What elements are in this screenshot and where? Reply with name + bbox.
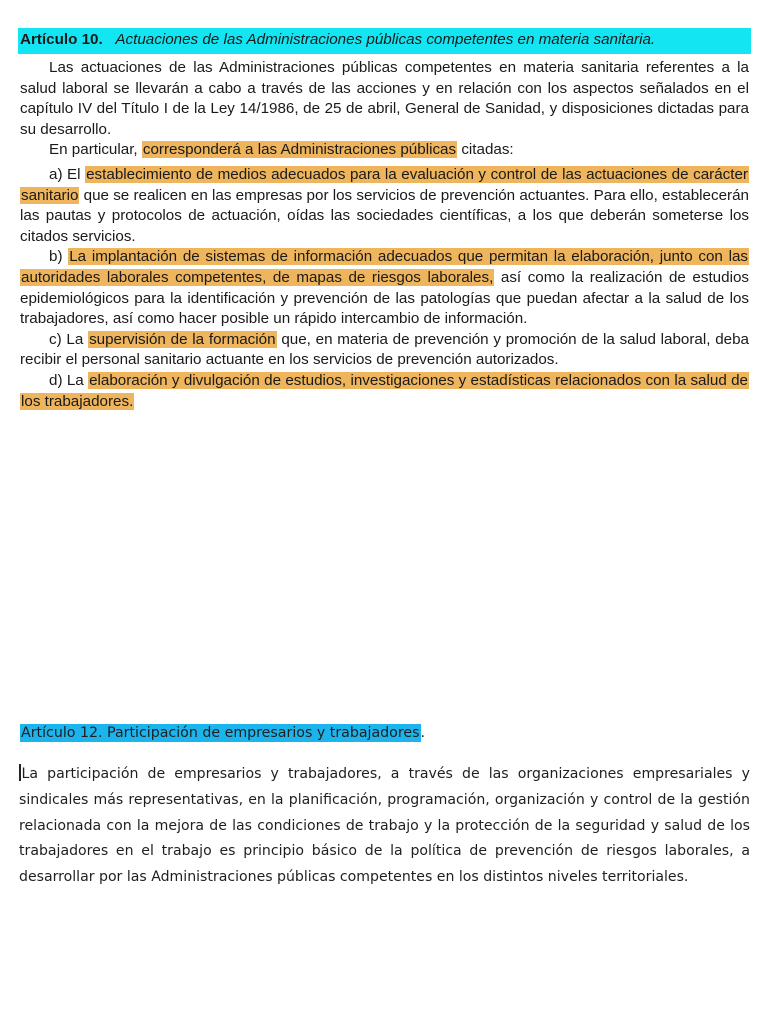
article-12-body[interactable] bbox=[19, 762, 750, 891]
article-10-item-d bbox=[20, 371, 749, 412]
item-d-pre: d) La bbox=[49, 371, 84, 389]
item-d-highlight: elaboración y divulgación de estudios, investigaciones y estadísticas relacionados con la salud de los trabajadores. bbox=[21, 371, 748, 410]
article-10-item-a bbox=[20, 165, 749, 247]
article-12-title-highlight: Artículo 12. Participación de empresarios y trabajadores bbox=[21, 725, 420, 741]
article-10-number: Artículo 10. bbox=[20, 31, 103, 48]
article-10-paragraph-1: Las actuaciones de las Administraciones públicas competentes en materia sanitaria referentes a la salud laboral se llevarán a cabo a través de las acciones y en relación con los aspectos señalados en el capítulo IV del Título I de la Ley 14/1986, de 25 de abril, General de Sanidad, y disposiciones dictadas para su desarrollo. bbox=[20, 59, 749, 138]
article-12 bbox=[20, 722, 750, 891]
article-10-item-b bbox=[20, 247, 749, 329]
para2-pre: En particular, bbox=[49, 141, 138, 159]
item-c-pre: c) La bbox=[49, 330, 84, 348]
item-b-post: así como la realización de estudios epidemiológicos para la identificación y prevención de las patologías que puedan afectar a la salud de los trabajadores, así como hacer posible un rápido intercambio de información. bbox=[20, 268, 749, 328]
article-12-title-period: . bbox=[420, 725, 426, 741]
item-a-pre: a) El bbox=[49, 165, 81, 183]
item-a-post: que se realicen en las empresas por los servicios de prevención actuantes. Para ello, establecerán las pautas y protocolos de actuación, oídas las sociedades científicas, a los que deberán someterse los citados servicios. bbox=[20, 186, 749, 245]
article-10-item-c bbox=[20, 330, 749, 371]
article-12-body-text: La participación de empresarios y trabajadores, a través de las organizaciones empresariales y sindicales más representativas, en la planificación, programación, organización y control de la gestión relacionada con la mejora de las condiciones de trabajo y la protección de la seguridad y salud de los trabajadores en el trabajo es principio básico de la política de prevención de riesgos laborales, a desarrollar por las Administraciones públicas competentes en los distintos niveles territoriales. bbox=[19, 766, 750, 886]
article-10 bbox=[20, 28, 749, 412]
para2-post: citadas: bbox=[461, 141, 514, 159]
text-cursor bbox=[19, 764, 21, 781]
article-10-title bbox=[18, 28, 751, 54]
article-10-heading: Actuaciones de las Administraciones públicas competentes en materia sanitaria. bbox=[115, 31, 656, 48]
item-c-post: que, en materia de prevención y promoción de la salud laboral, deba recibir el personal sanitario actuante en los servicios de prevención autorizados. bbox=[20, 330, 749, 369]
article-10-paragraph-2 bbox=[20, 140, 749, 161]
item-b-pre: b) bbox=[49, 248, 63, 266]
item-c-highlight: supervisión de la formación bbox=[89, 330, 276, 348]
item-b-highlight: La implantación de sistemas de información adecuados que permitan la elaboración, junto con las autoridades laborales competentes, de mapas de riesgos laborales, bbox=[21, 248, 748, 286]
item-a-highlight: establecimiento de medios adecuados para la evaluación y control de las actuaciones de carácter sanitario bbox=[21, 165, 748, 204]
para2-highlight: corresponderá a las Administraciones públicas bbox=[142, 141, 457, 159]
article-12-title bbox=[20, 722, 750, 744]
